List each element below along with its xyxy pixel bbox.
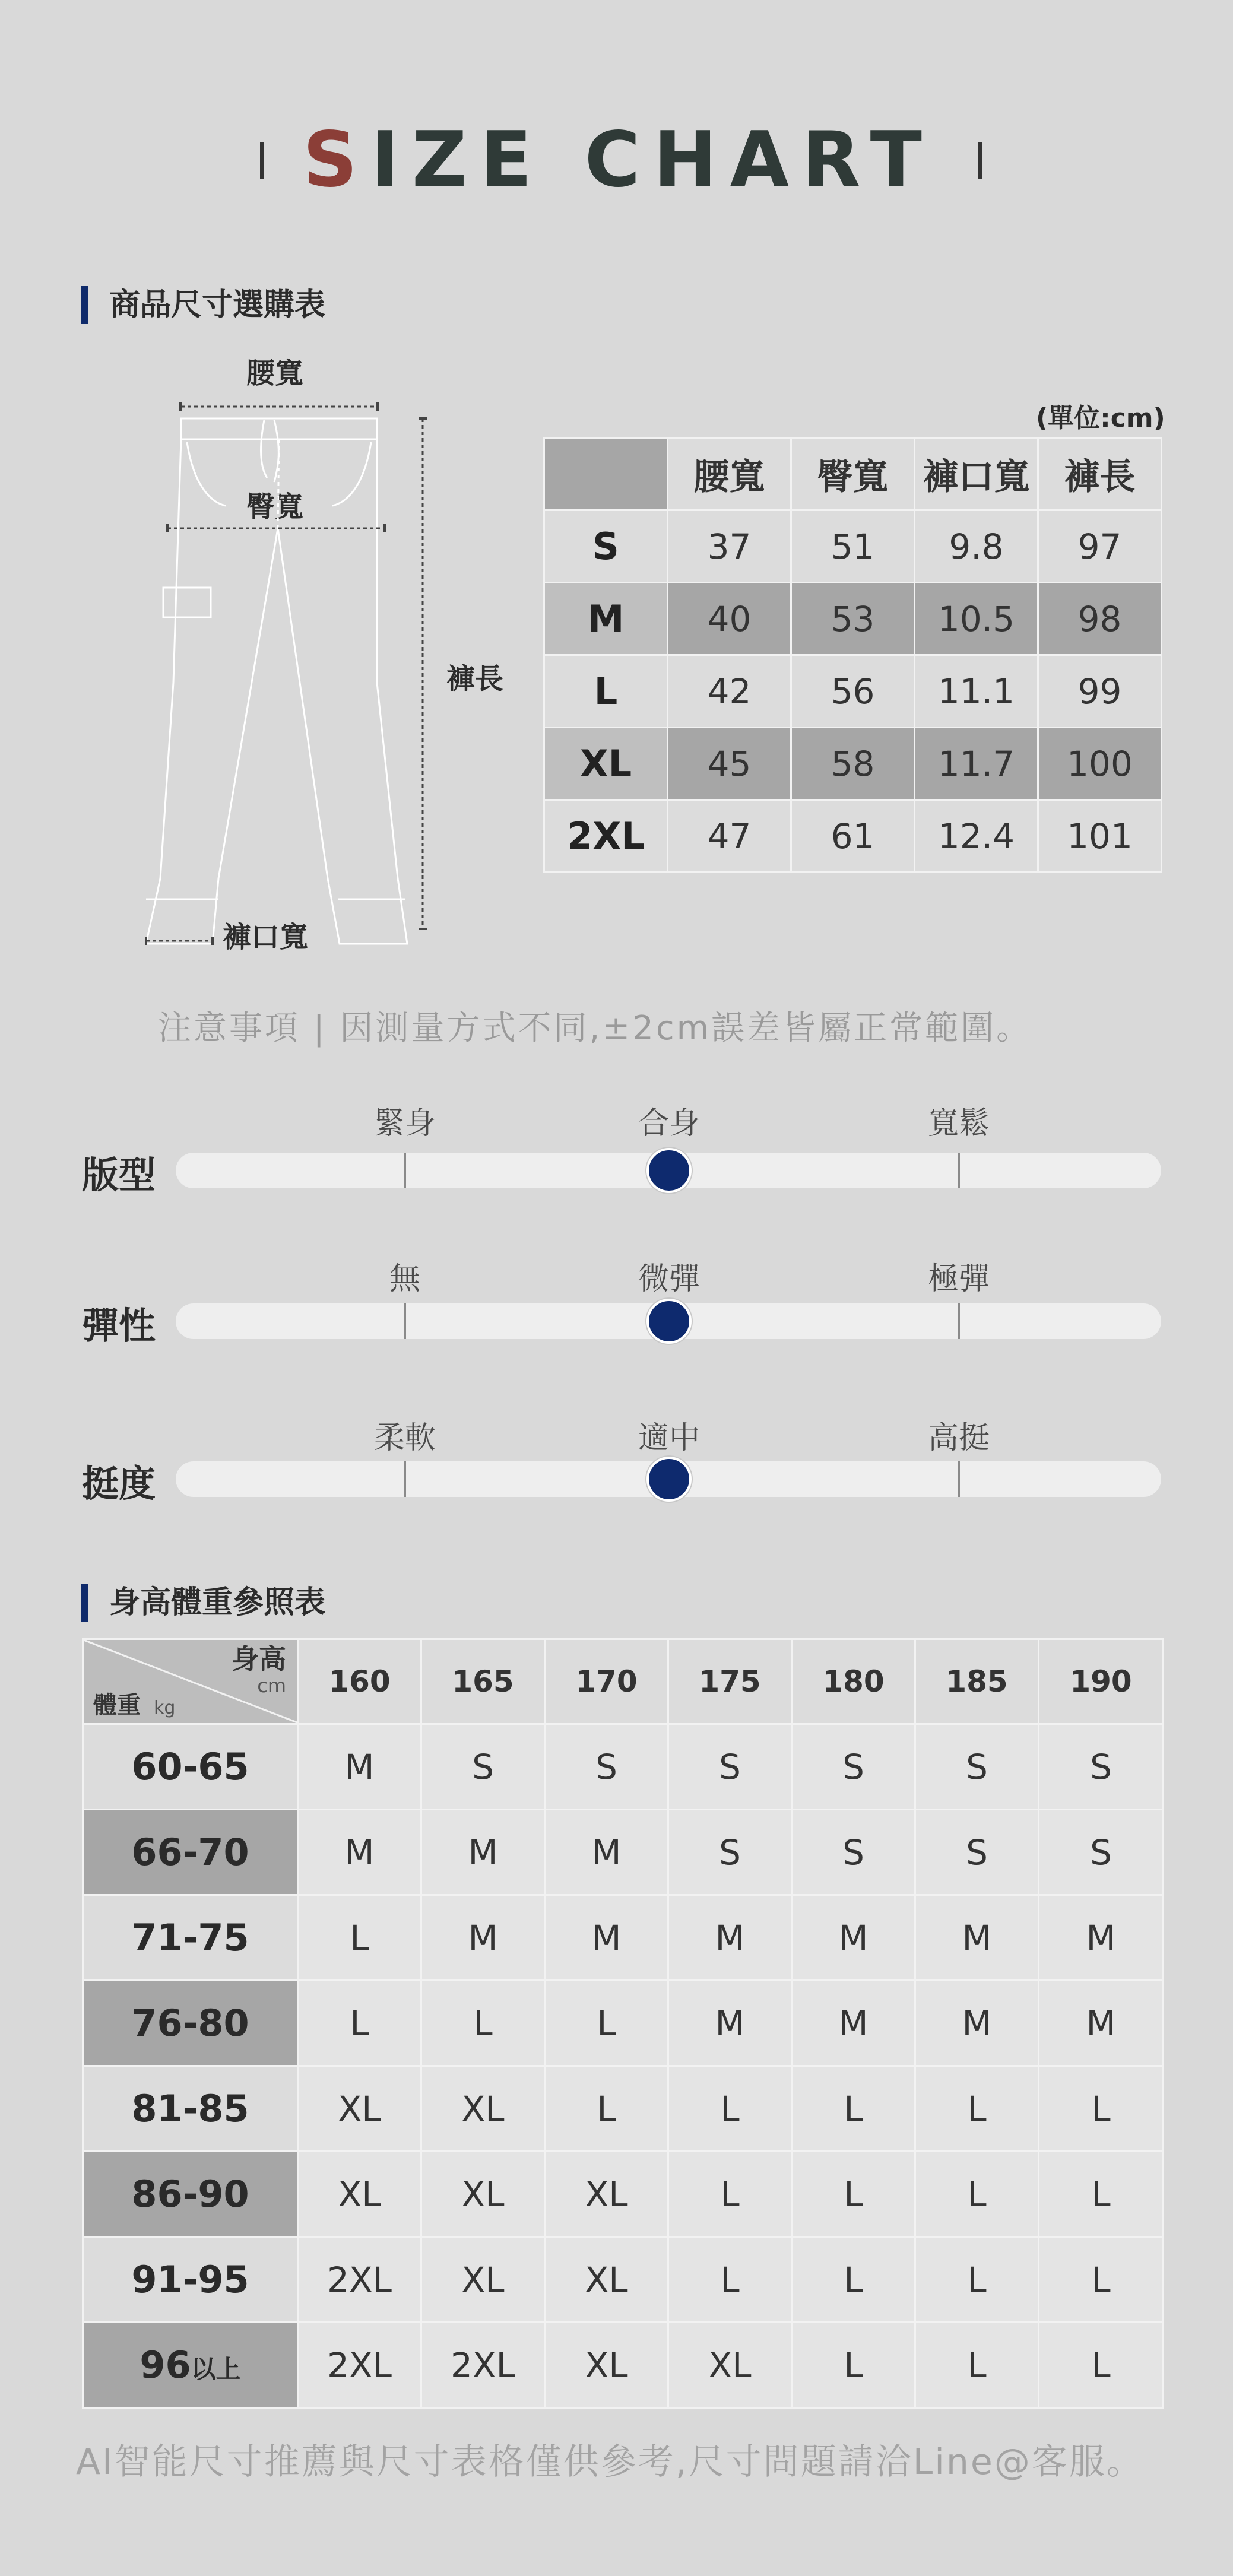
height-header: 165 (421, 1639, 545, 1724)
measurement-note: 注意事項 | 因測量方式不同,±2cm誤差皆屬正常範圍。 (158, 1009, 1032, 1048)
size-cell: S (544, 510, 668, 583)
size-cell: M (1039, 1895, 1164, 1981)
size-cell: M (792, 1895, 915, 1981)
weight-value: 71-75 (131, 1916, 249, 1959)
size-cell: L (915, 2323, 1039, 2408)
weight-value: 91-95 (131, 2258, 249, 2301)
col-header: 褲口寬 (915, 438, 1038, 510)
size-cell: L (1039, 2066, 1164, 2152)
size-cell: M (544, 583, 668, 655)
size-cell: L (298, 1895, 421, 1981)
footer-note: AI智能尺寸推薦與尺寸表格僅供參考,尺寸問題請洽Line@客服。 (76, 2441, 1144, 2483)
tick-mark (958, 1153, 960, 1188)
table-row (83, 2237, 1164, 2323)
value-cell: 11.1 (915, 655, 1038, 728)
size-cell: M (421, 1895, 545, 1981)
corner-weight-unit: kg (154, 1698, 176, 1718)
size-cell: L (1039, 2152, 1164, 2237)
size-cell: S (792, 1724, 915, 1810)
table-row (544, 510, 1162, 583)
size-table (543, 437, 1162, 873)
weight-value: 81-85 (131, 2087, 249, 2130)
value-cell: 37 (668, 510, 791, 583)
tick-label: 極彈 (927, 1261, 990, 1297)
pants-outline-icon (137, 350, 528, 967)
size-cell: XL (544, 728, 668, 800)
tick-label: 柔軟 (373, 1420, 436, 1456)
size-cell: S (668, 1724, 792, 1810)
section-header-height-weight (81, 1584, 615, 1622)
hip-label: 臀寬 (246, 490, 304, 524)
size-cell: 2XL (421, 2323, 545, 2408)
section-marker (81, 1584, 88, 1622)
size-cell: 2XL (298, 2237, 421, 2323)
value-cell: 11.7 (915, 728, 1038, 800)
size-cell: L (668, 2237, 792, 2323)
weight-cell (83, 2237, 298, 2323)
size-cell: L (915, 2066, 1039, 2152)
value-cell: 42 (668, 655, 791, 728)
weight-cell (83, 1895, 298, 1981)
value-cell: 61 (791, 800, 915, 873)
tick-label: 微彈 (638, 1261, 701, 1297)
height-header: 160 (298, 1639, 421, 1724)
slider-label-elasticity: 彈性 (82, 1304, 156, 1347)
size-cell: L (792, 2066, 915, 2152)
value-cell: 40 (668, 583, 791, 655)
size-cell: XL (421, 2066, 545, 2152)
size-cell: 2XL (298, 2323, 421, 2408)
value-cell: 99 (1038, 655, 1162, 728)
size-cell: S (668, 1810, 792, 1895)
weight-value: 76-80 (131, 2001, 249, 2045)
table-row (544, 583, 1162, 655)
section-marker (81, 286, 88, 324)
size-cell: L (545, 2066, 668, 2152)
fit-slider-knob (646, 1148, 692, 1193)
slider-label-stiffness: 挺度 (82, 1462, 156, 1505)
page-title (303, 113, 935, 208)
size-cell: L (668, 2066, 792, 2152)
size-cell: S (915, 1724, 1039, 1810)
tick-label: 緊身 (373, 1106, 436, 1141)
tick-label: 合身 (638, 1106, 701, 1141)
size-cell: XL (545, 2323, 668, 2408)
size-cell: S (1039, 1810, 1164, 1895)
size-cell: M (545, 1895, 668, 1981)
size-cell: XL (545, 2152, 668, 2237)
tick-mark (404, 1461, 406, 1497)
size-cell: XL (298, 2066, 421, 2152)
elasticity-slider-knob (646, 1299, 692, 1344)
length-label: 褲長 (446, 662, 504, 696)
size-cell: 2XL (544, 800, 668, 873)
value-cell: 100 (1038, 728, 1162, 800)
col-header: 臀寬 (791, 438, 915, 510)
title-divider-left (260, 142, 264, 179)
height-header: 180 (792, 1639, 915, 1724)
size-cell: M (298, 1810, 421, 1895)
section-header-size-guide (81, 286, 615, 324)
size-table-corner (544, 438, 668, 510)
size-cell: XL (545, 2237, 668, 2323)
section-title: 身高體重參照表 (109, 1585, 326, 1620)
title-divider-right (978, 142, 982, 179)
table-row (83, 1981, 1164, 2066)
value-cell: 45 (668, 728, 791, 800)
value-cell: 98 (1038, 583, 1162, 655)
size-cell: XL (421, 2152, 545, 2237)
size-cell: M (421, 1810, 545, 1895)
table-row (83, 2152, 1164, 2237)
table-row (544, 655, 1162, 728)
tick-mark (404, 1303, 406, 1339)
tick-label: 適中 (638, 1420, 701, 1456)
size-cell: L (1039, 2323, 1164, 2408)
fit-indicators (0, 1098, 1233, 1573)
value-cell: 10.5 (915, 583, 1038, 655)
size-cell: M (298, 1724, 421, 1810)
height-header: 170 (545, 1639, 668, 1724)
size-cell: M (915, 1981, 1039, 2066)
table-row (83, 1724, 1164, 1810)
size-cell: M (792, 1981, 915, 2066)
size-cell: L (1039, 2237, 1164, 2323)
size-table-header (544, 438, 1162, 510)
title-banner (0, 113, 1233, 208)
title-part2: IZE CHART (370, 116, 935, 204)
height-header: 175 (668, 1639, 792, 1724)
size-cell: M (915, 1895, 1039, 1981)
size-cell: L (668, 2152, 792, 2237)
hem-label: 褲口寬 (223, 921, 309, 954)
waist-label: 腰寬 (246, 357, 304, 390)
table-row (83, 1895, 1164, 1981)
weight-suffix: 以上 (191, 2355, 241, 2384)
value-cell: 53 (791, 583, 915, 655)
value-cell: 9.8 (915, 510, 1038, 583)
value-cell: 101 (1038, 800, 1162, 873)
col-header: 腰寬 (668, 438, 791, 510)
height-header: 185 (915, 1639, 1039, 1724)
weight-value: 96 (140, 2343, 191, 2387)
corner-weight-label: 體重 (93, 1692, 141, 1719)
title-part1: S (303, 116, 371, 204)
slider-label-fit: 版型 (82, 1153, 156, 1197)
table-row (83, 1810, 1164, 1895)
size-cell: L (421, 1981, 545, 2066)
corner-height-label: 身高 (232, 1643, 286, 1675)
table-corner (83, 1639, 298, 1724)
size-cell: L (915, 2152, 1039, 2237)
size-cell: M (668, 1895, 792, 1981)
tick-mark (404, 1153, 406, 1188)
size-cell: L (545, 1981, 668, 2066)
size-cell: S (915, 1810, 1039, 1895)
size-cell: M (545, 1810, 668, 1895)
size-cell: L (792, 2323, 915, 2408)
weight-value: 86-90 (131, 2172, 249, 2216)
table-row (83, 2066, 1164, 2152)
unit-label: (單位:cm) (1036, 403, 1165, 433)
size-cell: L (792, 2152, 915, 2237)
value-cell: 51 (791, 510, 915, 583)
size-cell: XL (298, 2152, 421, 2237)
weight-cell (83, 1810, 298, 1895)
size-cell: L (915, 2237, 1039, 2323)
size-cell: XL (668, 2323, 792, 2408)
size-cell: L (298, 1981, 421, 2066)
weight-cell (83, 2152, 298, 2237)
tick-label: 無 (389, 1261, 421, 1297)
value-cell: 12.4 (915, 800, 1038, 873)
stiffness-slider-knob (646, 1457, 692, 1502)
height-weight-table (82, 1638, 1164, 2409)
corner-height-unit: cm (257, 1674, 286, 1697)
size-cell: S (1039, 1724, 1164, 1810)
weight-value: 66-70 (131, 1831, 249, 1874)
size-cell: S (792, 1810, 915, 1895)
value-cell: 56 (791, 655, 915, 728)
size-cell: M (668, 1981, 792, 2066)
table-row (544, 800, 1162, 873)
weight-cell (83, 1981, 298, 2066)
value-cell: 97 (1038, 510, 1162, 583)
tick-label: 寬鬆 (927, 1106, 990, 1141)
value-cell: 58 (791, 728, 915, 800)
table-row (83, 2323, 1164, 2408)
tick-label: 高挺 (927, 1420, 990, 1456)
value-cell: 47 (668, 800, 791, 873)
size-cell: M (1039, 1981, 1164, 2066)
table-row (544, 728, 1162, 800)
size-cell: L (544, 655, 668, 728)
height-header-row (83, 1639, 1164, 1724)
section-title: 商品尺寸選購表 (109, 287, 326, 323)
tick-mark (958, 1461, 960, 1497)
height-header: 190 (1039, 1639, 1164, 1724)
size-cell: S (421, 1724, 545, 1810)
weight-cell (83, 2323, 298, 2408)
size-cell: XL (421, 2237, 545, 2323)
size-cell: S (545, 1724, 668, 1810)
weight-cell (83, 1724, 298, 1810)
pants-diagram (137, 350, 528, 967)
col-header: 褲長 (1038, 438, 1162, 510)
weight-value: 60-65 (131, 1745, 249, 1788)
weight-cell (83, 2066, 298, 2152)
size-cell: L (792, 2237, 915, 2323)
tick-mark (958, 1303, 960, 1339)
